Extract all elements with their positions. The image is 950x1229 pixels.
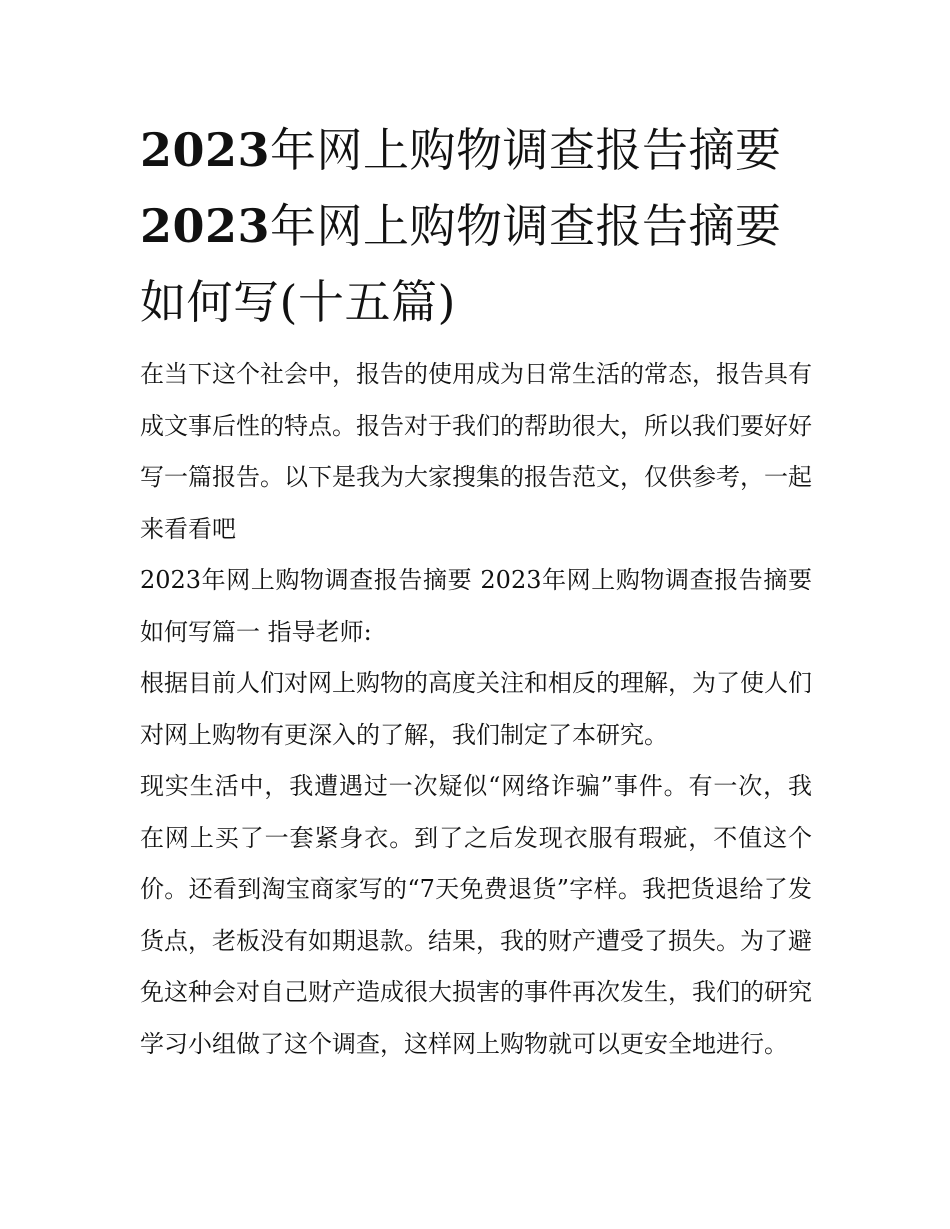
- intro-paragraph: 在当下这个社会中，报告的使用成为日常生活的常态，报告具有成文事后性的特点。报告对于我们的帮助很大，所以我们要好好写一篇报告。以下是我为大家搜集的报告范文，仅供参考，一起来看看吧: [140, 360, 812, 543]
- title-year-1: 2023: [140, 123, 271, 177]
- title-text-2: 年网上购物调查报告摘要: [270, 199, 782, 253]
- title-text-1: 年网上购物调查报告摘要: [270, 123, 782, 177]
- title-line-3: 如何写(十五篇): [140, 275, 456, 329]
- title-line-1: [140, 112, 812, 188]
- document-title: [140, 112, 812, 340]
- title-year-2: 2023: [140, 199, 271, 253]
- experience-paragraph: 现实生活中，我遭遇过一次疑似“网络诈骗”事件。有一次，我在网上买了一套紧身衣。到了之后发现衣服有瑕疵，不值这个价。还看到淘宝商家写的“7天免费退货”字样。我把货退给了发货点，老板没有如期退款。结果，我的财产遭受了损失。为了避免这种会对自己财产造成很大损害的事件再次发生，我们的研究学习小组做了这个调查，这样网上购物就可以更安全地进行。: [140, 772, 812, 1058]
- title-line-2: [140, 188, 812, 264]
- section-heading-paragraph: 2023年网上购物调查报告摘要 2023年网上购物调查报告摘要如何写篇一 指导老师:: [140, 566, 812, 646]
- document-page: [140, 112, 812, 1070]
- research-purpose-paragraph: 根据目前人们对网上购物的高度关注和相反的理解，为了使人们对网上购物有更深入的了解，我们制定了本研究。: [140, 669, 812, 749]
